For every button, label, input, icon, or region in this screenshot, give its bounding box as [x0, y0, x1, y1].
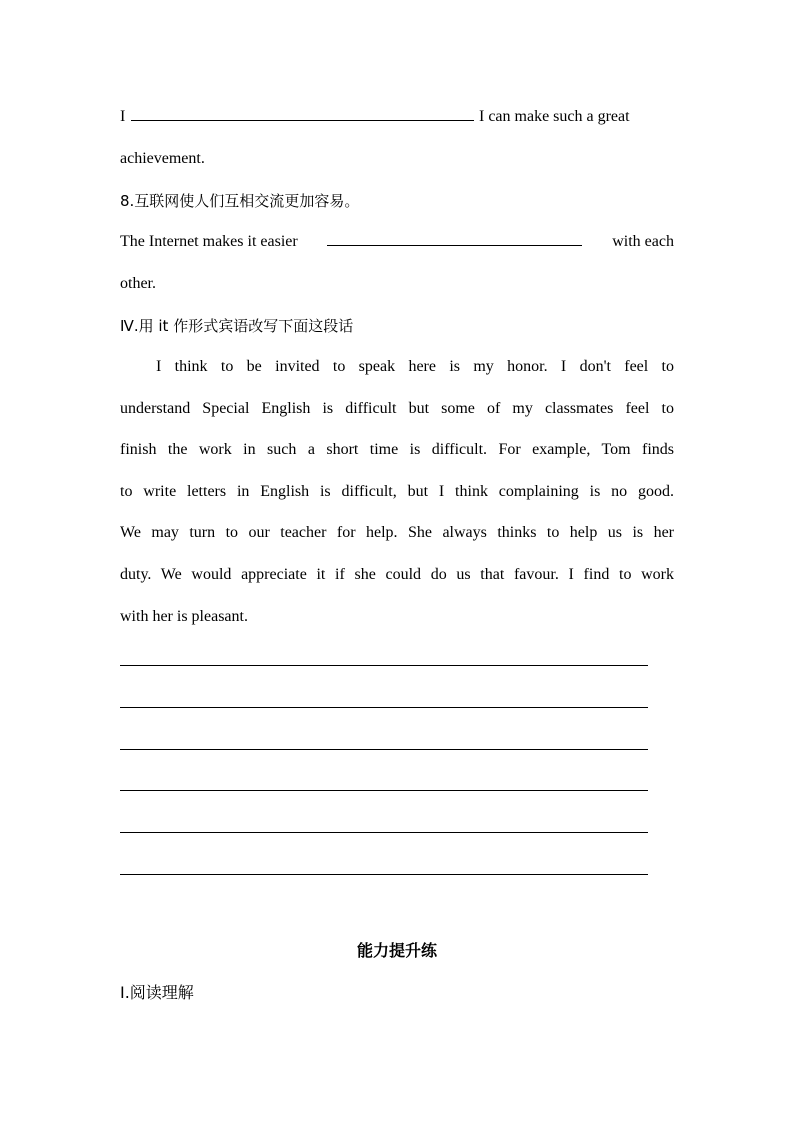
paragraph-line: with her is pleasant. [120, 607, 248, 625]
paragraph-line: to write letters in English is difficult, but I think complaining is no good. [120, 482, 674, 500]
section4-title: Ⅳ.用 it 作形式宾语改写下面这段话 [120, 317, 354, 335]
q8-answer-blank[interactable] [327, 231, 582, 246]
q8-line-2: other. [120, 275, 156, 292]
answer-line[interactable] [120, 832, 648, 833]
paragraph-line: finish the work in such a short time is difficult. For example, Tom finds [120, 441, 674, 459]
reading-comprehension-title: Ⅰ.阅读理解 [120, 983, 194, 1002]
q7-end-text-wrap [479, 106, 674, 128]
answer-line[interactable] [120, 665, 648, 666]
q8-prompt: 8.互联网使人们互相交流更加容易。 [120, 192, 360, 210]
q8-end-text: with each [612, 233, 674, 250]
answer-line[interactable] [120, 749, 648, 750]
q7-line-1 [120, 106, 674, 128]
paragraph-line: We may turn to our teacher for help. She always thinks to help us is her [120, 524, 674, 542]
q7-end-text: I can make such a great [478, 108, 630, 125]
paragraph-line: duty. We would appreciate it if she could do us that favour. I find to work [120, 565, 674, 583]
answer-line[interactable] [120, 874, 648, 875]
q7-line-2: achievement. [120, 150, 205, 167]
answer-line[interactable] [120, 790, 648, 791]
section4-paragraph [120, 356, 674, 647]
ability-practice-title: 能力提升练 [356, 941, 437, 960]
paragraph-line: I think to be invited to speak here is my honor. I don't feel to [156, 358, 674, 375]
paragraph-line: understand Special English is difficult but some of my classmates feel to [120, 399, 674, 417]
q8-start-text: The Internet makes it easier [120, 233, 298, 250]
q8-line-1 [120, 231, 674, 253]
q7-answer-blank[interactable] [131, 106, 474, 121]
q7-start-text: I [120, 108, 126, 125]
answer-line[interactable] [120, 707, 648, 708]
